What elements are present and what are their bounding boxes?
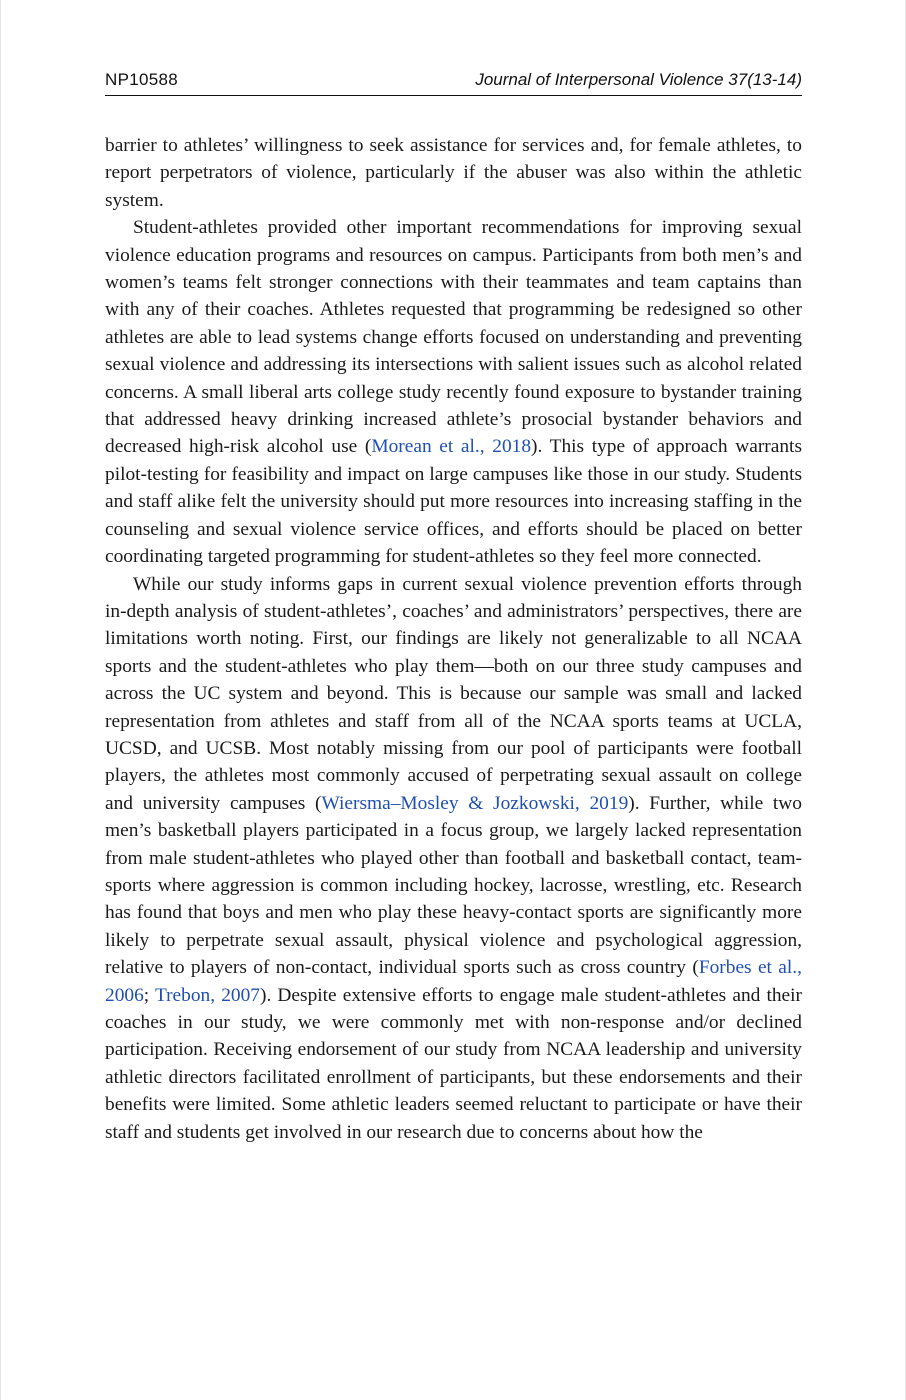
paragraph-text: While our study informs gaps in current sexual violence prevention efforts through in-depth analysis of student-athletes’, coaches’ and administrators’ perspectives, there are limitations worth noting. First, our findings are likely not generalizable to all NCAA sports and the student-athletes who play them—both on our three study campuses and across the UC system and beyond. This is because our sample was small and lacked representation from athletes and staff from all of the NCAA sports teams at UCLA, UCSD, and UCSB. Most notably missing from our pool of participants were football players, the athletes most commonly accused of perpetrating sexual assault on college and university campuses ( <box>105 573 802 814</box>
page-number: NP10588 <box>105 70 178 89</box>
citation-link-wiersma-mosley[interactable]: Wiersma–Mosley & Jozkowski, 2019 <box>321 792 629 814</box>
paragraph-text: ). Further, while two men’s basketball players participated in a focus group, we largely lacked representation from male student-athletes who played other than football and basketball contact, team-sports where aggression is common including hockey, lacrosse, wrestling, etc. Research has found that boys and men who play these heavy-contact sports are significantly more likely to perpetrate sexual assault, physical violence and psychological aggression, relative to players of non-contact, individual sports such as cross country ( <box>105 792 802 979</box>
citation-link-trebon[interactable]: Trebon, 2007 <box>154 984 260 1006</box>
page <box>105 66 802 1146</box>
citation-link-morean[interactable]: Morean et al., 2018 <box>371 436 532 458</box>
journal-citation: Journal of Interpersonal Violence 37(13-14) <box>475 70 802 89</box>
paragraph-3 <box>105 571 802 1147</box>
paragraph-text: ). This type of approach warrants pilot-testing for feasibility and impact on large campuses like those in our study. Students and staff alike felt the university should put more resources into increasing staffing in the counseling and sexual violence service offices, and efforts should be placed on better coordinating targeted programming for student-athletes so they feel more connected. <box>105 436 802 568</box>
paragraph-1 <box>105 132 802 214</box>
paragraph-2 <box>105 214 802 570</box>
citation-link-forbes[interactable]: Forbes et al., 2006 <box>105 957 802 1006</box>
article-body <box>105 132 802 1146</box>
citation-separator: ; <box>143 984 155 1006</box>
paragraph-text: Student-athletes provided other important recommendations for improving sexual violence education programs and resources on campus. Participants from both men’s and women’s teams felt stronger connections with their teammates and team captains than with any of their coaches. Athletes requested that programming be redesigned so other athletes are able to lead systems change efforts focused on understanding and preventing sexual violence and addressing its intersections with salient issues such as alcohol related concerns. A small liberal arts college study recently found exposure to bystander training that addressed heavy drinking increased athlete’s prosocial bystander behaviors and decreased high-risk alcohol use ( <box>105 217 802 458</box>
paragraph-text: barrier to athletes’ willingness to seek assistance for services and, for female athletes, to report perpetrators of violence, particularly if the abuser was also within the athletic system. <box>105 135 802 211</box>
running-header <box>105 66 802 96</box>
paragraph-text: ). Despite extensive efforts to engage male student-athletes and their coaches in our study, we were commonly met with non-response and/or declined participation. Receiving endorsement of our study from NCAA leadership and university athletic directors facilitated enrollment of participants, but these endorsements and their benefits were limited. Some athletic leaders seemed reluctant to participate or have their staff and students get involved in our research due to concerns about how the <box>105 984 802 1143</box>
